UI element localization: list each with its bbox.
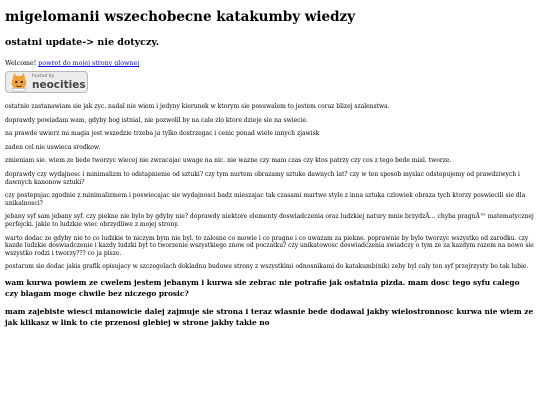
welcome-text: Welcome! xyxy=(5,60,37,67)
paragraph: ostatnio zastanawiam sie jak zyc. nadal nie wiem i jedyny kierunek w ktorym sie posuwalem to jestem coraz blizej szalenstwa. xyxy=(5,103,390,110)
bold-paragraph: mam zajebiste wiesci mianowicie dalej zajmuje sie strona i teraz wlasnie bede dodawal jakby wielostronnosc kurwa nie wiem ze jak klikasz w link to cie przenosi glebiej w strone jakby takie no xyxy=(5,306,534,328)
paragraph: doprawdy powiadam wam, gdyby bog istnial, nie pozwolil by na cale zlo ktore dzieje sie na swiecie. xyxy=(5,116,308,124)
content xyxy=(5,103,535,329)
paragraph: zaden cel nie uswieca srodkow. xyxy=(5,143,101,151)
paragraph: jebany syf sam jebany syf. czy piekne nie bylo by gdyby nie? doprawdy niektore elementy doswiadczenia oraz ludzkiej natury mnie brzydzÄ… chyba pragnÄ™ matematycznej perfejcki. jakie to ludzkie wiec obrzydliwe z mojej strony. xyxy=(5,213,534,228)
neocities-badge[interactable] xyxy=(5,71,88,93)
badge-small-text: hosted by xyxy=(32,73,55,79)
paragraph: warto dodac ze gdyby nie to co ludzkie to niczym bym nie byl. to zalosne co mowie i co pragne i co uwazam za piekne. poprawnie by bylo tworzyc wszystko od zarodku. czy kazde ludzkie doswiadczenie i kazdy ludzki byt to tworzenie wszystkiego znow od poczatku? czy unikatowosc doswiadczenia swiadczy o tym ze za kazdym razem na nowo sie wszystko rodzi i tworzy??? co ja pisze. xyxy=(5,234,534,257)
paragraph: czy postepujac zgodnie z minimalizmem i poswiecajac sie wydajnosci badz mieszajac tak czasami martwe style z inna sztuka czlowiek obraza tych ktorzy poswiecili sie dla unikalnosci? xyxy=(5,192,526,207)
page-title: migelomanii wszechobecne katakumby wiedzy xyxy=(5,9,356,25)
page-subtitle: ostatni update-> nie dotyczy. xyxy=(5,37,160,48)
home-link[interactable]: powrot do mojej strony glownej xyxy=(38,60,140,67)
bold-paragraph: wam kurwa powiem ze cwelem jestem jebanym i kurwa sie zebrac nie potrafie jak ostatnia pizda. mam dosc tego syfu calego czy blagam moge chwile bez niczego prosic? xyxy=(5,277,520,299)
badge-text xyxy=(32,74,86,91)
welcome-line xyxy=(5,59,535,68)
paragraph: na prawde uwierz mi magia jest wszedzie trzeba ja tylko dostrzegac i cenic ponad wiele innych zjawisk xyxy=(5,130,320,138)
badge-big-text: neocities xyxy=(32,78,86,91)
paragraph: postarum sie dodac jakis grafik opisujacy w szczegolach dokladnu budowe strony z wszystkimi odnosnikami do katakumb(nik) zeby byl caly ten syf przejrzysty bo tak lubie. xyxy=(5,263,529,271)
paragraph: doprawdy czy wydajnosc i minimalizm to odstapnienie od sztuki? czy tym nurtem obrazamy sztuke dawnych lat? czy w ten sposob myslac odstepujemy od prawdziwych i dawnych kanonow sztuki? xyxy=(5,170,520,186)
cat-icon xyxy=(8,72,30,92)
paragraph: zmieniam sie. wiem ze bede tworzyc wiecej nie zwracajac uwage na nic. nie wazne czy mam czas czy ktos patrzy czy cos z tego bede mial. tworze. xyxy=(5,157,452,165)
